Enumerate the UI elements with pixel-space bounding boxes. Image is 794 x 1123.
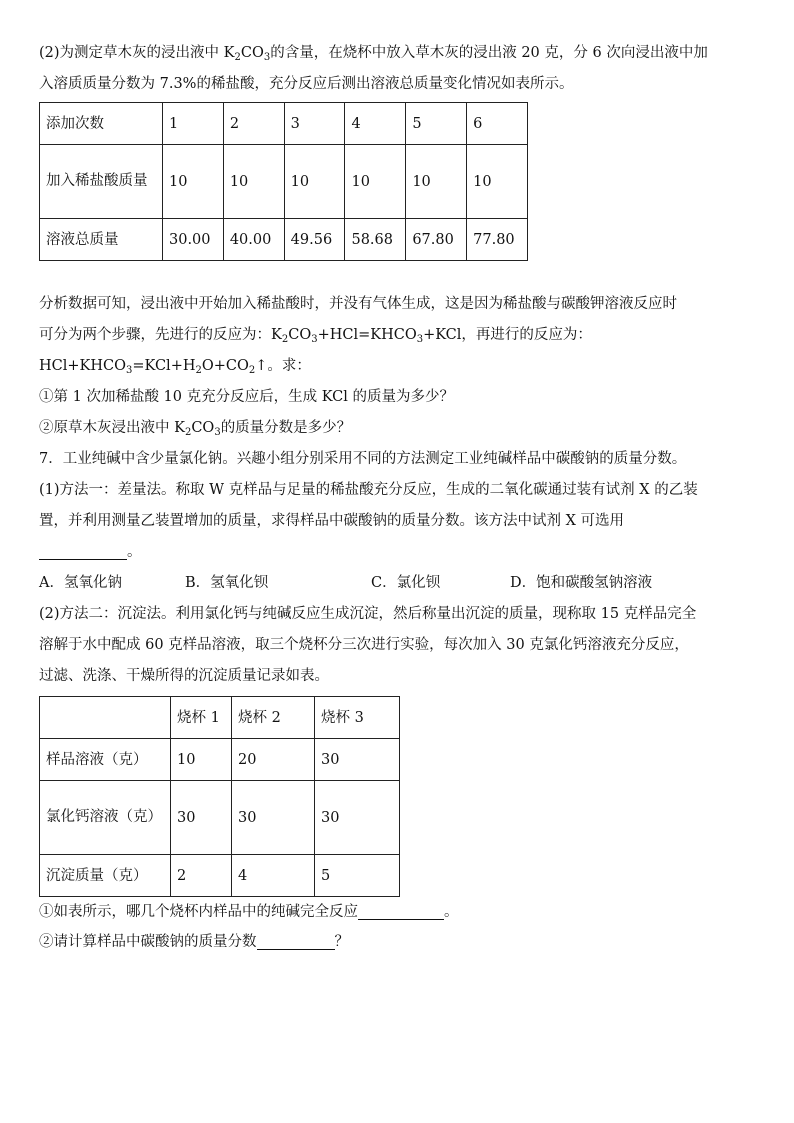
q2-intro: (2)为测定草木灰的浸出液中 $K_2CO_3$的含量，在烧杯中放入草木灰的浸出液 20 克，分 6 次向浸出液中加 入溶质质量分数为 7.3%的稀盐酸，充分反应后测出溶液总质量变化情况如表所示。 <box>39 45 708 92</box>
table-cell: 加入稀盐酸质量 <box>40 145 163 219</box>
circled-number: ② <box>39 420 54 436</box>
option-b: B．氢氧化钡 <box>185 575 269 591</box>
q7-method2-line2: 溶解于水中配成 60 克样品溶液，取三个烧杯分三次进行实验，每次加入 30 克氯化钙溶液充分反应， <box>39 637 689 653</box>
q7-subquestion-1: ①如表所示，哪几个烧杯内样品中的纯碱完全反应 。 <box>39 897 763 927</box>
circled-number: ① <box>39 389 54 405</box>
q2-subquestion-1: ①第 1 次加稀盐酸 10 克充分反应后，生成 KCl 的质量为多少？ <box>39 389 455 405</box>
table-cell: 40.00 <box>223 219 284 261</box>
table-cell: 30 <box>315 739 400 781</box>
q7-stem: 7．工业纯碱中含少量氯化钠。兴趣小组分别采用不同的方法测定工业纯碱样品中碳酸钠的质量分数。 <box>39 451 687 467</box>
table-cell: 2 <box>223 103 284 145</box>
table-cell: 20 <box>232 739 315 781</box>
table-cell: 10 <box>406 145 467 219</box>
table-row <box>40 103 528 145</box>
table-cell: 沉淀质量（克） <box>40 855 171 897</box>
table-row <box>40 855 400 897</box>
answer-blank[interactable] <box>257 931 335 950</box>
table-cell: 添加次数 <box>40 103 163 145</box>
table-row <box>40 219 528 261</box>
table-cell: 30 <box>315 781 400 855</box>
table-row <box>40 739 400 781</box>
table-cell: 样品溶液（克） <box>40 739 171 781</box>
table-cell: 1 <box>163 103 224 145</box>
table-cell: 溶液总质量 <box>40 219 163 261</box>
table-cell: 10 <box>467 145 528 219</box>
analysis-line-3: $HCl+KHCO_3=KCl+H_2O+CO_2↑$。求： <box>39 358 311 376</box>
q7-method2-line3: 过滤、洗涤、干燥所得的沉淀质量记录如表。 <box>39 668 329 684</box>
hcl-addition-table <box>39 102 528 261</box>
table-cell: 烧杯 3 <box>315 697 400 739</box>
q7-method1-line1: (1)方法一：差量法。称取 W 克样品与足量的稀盐酸充分反应，生成的二氧化碳通过装有试剂 X 的乙装 <box>39 482 698 498</box>
table-cell: 77.80 <box>467 219 528 261</box>
circled-number: ② <box>39 934 54 950</box>
table-cell: 烧杯 1 <box>171 697 232 739</box>
table-cell: 3 <box>284 103 345 145</box>
table-cell: 2 <box>171 855 232 897</box>
answer-blank[interactable] <box>39 541 127 560</box>
answer-blank[interactable] <box>358 901 444 920</box>
table-cell: 30.00 <box>163 219 224 261</box>
table-cell: 58.68 <box>345 219 406 261</box>
options-row <box>39 568 763 599</box>
table-cell: 5 <box>315 855 400 897</box>
q7-method2-line1: (2)方法二：沉淀法。利用氯化钙与纯碱反应生成沉淀，然后称量出沉淀的质量，现称取 15 克样品完全 <box>39 606 697 622</box>
table-row <box>40 145 528 219</box>
table-cell: 10 <box>163 145 224 219</box>
table-cell: 6 <box>467 103 528 145</box>
table-cell: 10 <box>284 145 345 219</box>
q2-subquestion-2: ②原草木灰浸出液中 $K_2CO_3$的质量分数是多少？ <box>39 420 352 438</box>
option-c: C．氯化钡 <box>371 575 441 591</box>
table-cell: 10 <box>171 739 232 781</box>
circled-number: ① <box>39 904 54 920</box>
analysis-line-1: 分析数据可知，浸出液中开始加入稀盐酸时，并没有气体生成，这是因为稀盐酸与碳酸钾溶液反应时 <box>39 296 677 312</box>
table-row <box>40 697 400 739</box>
option-a: A．氢氧化钠 <box>39 575 122 591</box>
table-cell: 67.80 <box>406 219 467 261</box>
table-cell: 10 <box>223 145 284 219</box>
table-cell: 4 <box>345 103 406 145</box>
worksheet-page <box>39 38 763 958</box>
table-row <box>40 781 400 855</box>
q7-method1-line2: 置，并利用测量乙装置增加的质量，求得样品中碳酸钠的质量分数。该方法中试剂 X 可选用 <box>39 513 625 529</box>
precipitation-table <box>39 696 400 897</box>
table-cell: 49.56 <box>284 219 345 261</box>
table-cell: 5 <box>406 103 467 145</box>
table-cell: 30 <box>232 781 315 855</box>
option-d: D．饱和碳酸氢钠溶液 <box>510 575 653 591</box>
table-cell: 30 <box>171 781 232 855</box>
table-cell: 烧杯 2 <box>232 697 315 739</box>
q7-subquestion-2: ②请计算样品中碳酸钠的质量分数 ？ <box>39 927 763 958</box>
table-cell <box>40 697 171 739</box>
table-cell: 10 <box>345 145 406 219</box>
table-cell: 氯化钙溶液（克） <box>40 781 171 855</box>
analysis-line-2: 可分为两个步骤，先进行的反应为：$K_2CO_3+HCl=KHCO_3+KCl$，再进行的反应为： <box>39 327 592 345</box>
q7-method1-line3: 。 <box>39 537 763 568</box>
table-cell: 4 <box>232 855 315 897</box>
